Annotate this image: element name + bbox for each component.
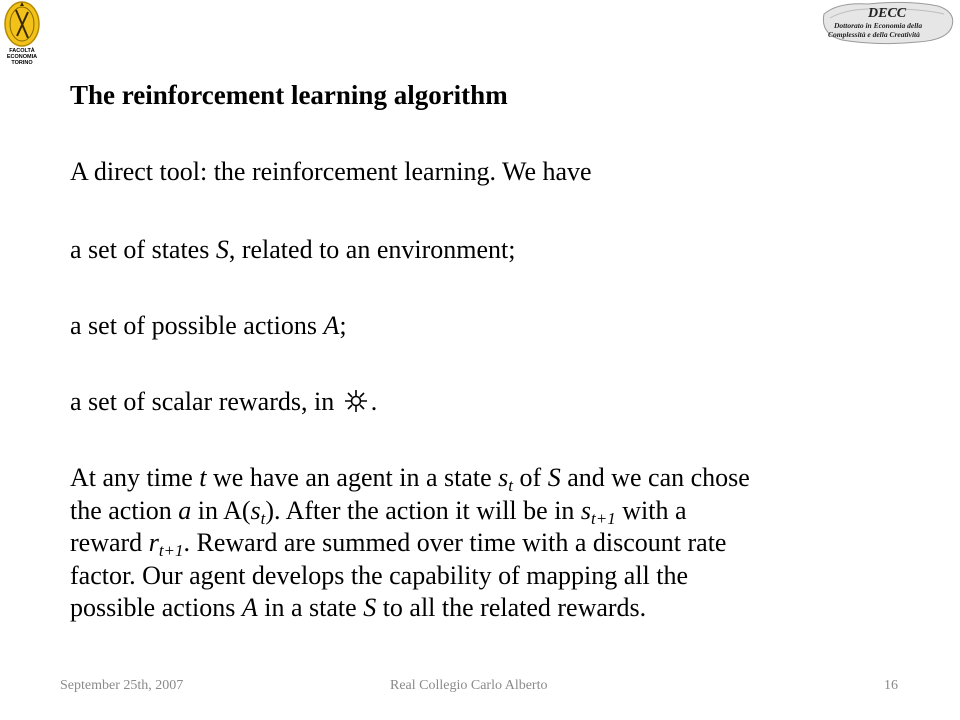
subscript: t [260, 508, 266, 528]
text: At any time [70, 463, 200, 492]
states-symbol: S [547, 463, 561, 492]
actions-text-end: ; [339, 311, 347, 340]
svg-text:DECC: DECC [868, 6, 907, 21]
states-text: a set of states [70, 235, 216, 264]
text: ). After the action it will be in [265, 495, 581, 525]
text: with a [615, 495, 687, 525]
faculty-logo [2, 0, 44, 68]
states-symbol: S [363, 593, 377, 622]
decc-logo [818, 0, 958, 46]
intro-line: A direct tool: the reinforcement learning. We have [70, 157, 592, 186]
paragraph-line-1 [70, 462, 940, 495]
svg-text:TORINO: TORINO [11, 60, 33, 66]
text: the action [70, 495, 179, 525]
svg-text:Dottorato in Economia della: Dottorato in Economia della [834, 21, 923, 30]
actions-symbol: A [241, 593, 258, 622]
svg-text:FACOLTÀ: FACOLTÀ [9, 48, 35, 54]
paragraph-line-5 [70, 592, 940, 625]
real-numbers-icon [344, 389, 368, 413]
paragraph-line-3 [70, 527, 940, 560]
state-symbol: s [580, 495, 592, 525]
reward-symbol: r [148, 528, 159, 557]
text: and we can chose [560, 463, 750, 492]
text: reward [70, 528, 149, 557]
actions-text: a set of possible actions [70, 311, 324, 340]
action-symbol: a [178, 495, 192, 525]
text: possible actions [70, 593, 242, 622]
text: to all the related rewards. [376, 593, 647, 622]
time-symbol: t [199, 463, 207, 492]
actions-line [70, 310, 347, 342]
decc-logo-icon [818, 0, 958, 46]
rewards-text-end: . [370, 387, 378, 416]
rewards-line [70, 386, 377, 418]
svg-text:Complessità e della Creatività: Complessità e della Creatività [828, 30, 920, 39]
faculty-seal-icon [2, 0, 44, 68]
paragraph-line-4: factor. Our agent develops the capability of mapping all the [70, 560, 689, 590]
text: of [513, 463, 548, 492]
text: . Reward are summed over time with a discount rate [183, 528, 727, 557]
text: in A( [191, 495, 251, 525]
state-symbol: s [498, 463, 509, 492]
text: in a state [257, 593, 364, 622]
state-symbol: s [250, 495, 261, 525]
page-number: 16 [884, 678, 898, 693]
subscript: t [508, 476, 514, 495]
subscript: t+1 [158, 541, 184, 560]
states-line [70, 234, 515, 266]
rewards-text: a set of scalar rewards, in [70, 387, 335, 416]
states-symbol: S [215, 235, 229, 264]
footer-institution: Real Collegio Carlo Alberto [390, 678, 548, 693]
subscript: t+1 [591, 508, 616, 528]
svg-text:ECONOMIA: ECONOMIA [6, 54, 38, 60]
actions-symbol: A [323, 311, 340, 340]
text: we have an agent in a state [206, 463, 499, 492]
slide-title: The reinforcement learning algorithm [70, 80, 508, 110]
explanation-paragraph [70, 462, 940, 625]
states-text-end: , related to an environment; [228, 235, 516, 264]
paragraph-line-2 [70, 495, 940, 528]
footer-date: September 25th, 2007 [60, 678, 184, 693]
